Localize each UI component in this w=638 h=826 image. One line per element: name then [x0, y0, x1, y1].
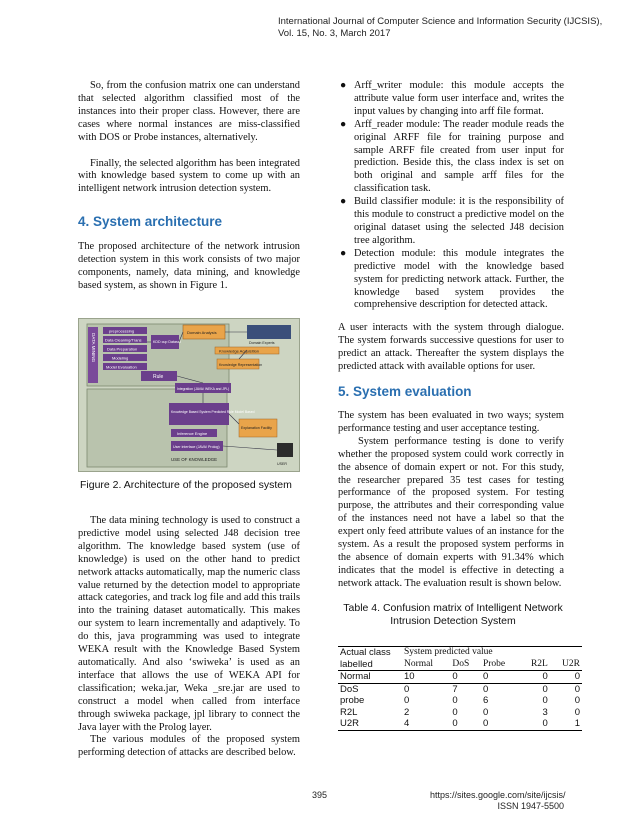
- journal-header-line1: International Journal of Computer Science and Information Security (IJCSIS),: [278, 16, 603, 27]
- group-header: System predicted value: [404, 647, 493, 657]
- table-row: [338, 683, 582, 695]
- bullet-text: Detection module: this module integrates the predictive model with the knowledge based system for predicting network attack. Further, the knowledge based system provides the comprehensive description for detected attack.: [354, 247, 564, 311]
- bullet-icon: ●: [340, 118, 347, 130]
- table-cell: 0: [452, 706, 458, 718]
- table-cell: 0: [404, 683, 410, 695]
- footer-url: https://sites.google.com/site/ijcsis/: [430, 790, 566, 800]
- table-cell: 0: [542, 683, 548, 695]
- table-cell: 0: [542, 695, 548, 706]
- user-label: USER: [277, 462, 287, 466]
- right-paragraph-3: System performance testing is done to verify whether the proposed system could work correctly in the absence of domain expert or not. For this study, the researcher prepared 35 test cases for testing performance of the proposed system. For testing purpose, the attributes and their corresponding value of the instances need not have a label so that the expert only feed attribute values of an instance for the system. As a result the proposed system performs in the absence of domain experts with 91.34% which indicates that the model is effective in detecting a network attack. The evaluation result is shown below.: [338, 435, 564, 589]
- right-evaluation-text: [338, 410, 564, 591]
- bullet-text: Arff_writer module: this module accepts the attribute value form user interface and, writes the input values by changing into arff file format.: [354, 80, 564, 117]
- architecture-diagram: [79, 319, 299, 471]
- table-cell: 1: [574, 718, 580, 729]
- left-bottom-text: [78, 515, 300, 760]
- table-cell: 0: [404, 695, 410, 706]
- row-label: U2R: [340, 718, 360, 729]
- table-cell: 0: [452, 695, 458, 706]
- table-caption: [340, 602, 566, 628]
- model-evaluation-label: Model Evaluation: [106, 364, 137, 370]
- table-caption-line2: Intrusion Detection System: [390, 615, 516, 627]
- table-row: [338, 707, 582, 719]
- table-cell: 0: [574, 671, 580, 682]
- table-cell: 6: [482, 695, 489, 706]
- bullet-icon: ●: [340, 80, 347, 91]
- column-header: Normal: [404, 658, 434, 669]
- page-number: 395: [312, 790, 328, 800]
- table-cell: 0: [542, 671, 548, 682]
- journal-header: [278, 16, 602, 40]
- domain-experts-label: Domain Experts: [249, 341, 275, 345]
- left-paragraph-4: The data mining technology is used to construct a predictive model using selected J48 decision tree algorithm. The knowledge based system (use of knowledge) is used on the other hand to predict network attacks automatically, map the numeric class value returned by the detection model to appropriate attack categories, and track log file and add this trails into the training dataset automatically. This makes our system to learn incrementally and adaptively. To do this, java programming was used to integrate WEKA result with the Knowledge Based System automatically. And also ‘swiweka’ is used as an interface that allows the use of WEKA API for classification; weka.jar, Weka _sre.jar are used to construct a model when called from interface through swiweka package, jpl library to connect the Java layer with the Prolog layer.: [78, 515, 300, 733]
- table-cell: 0: [482, 706, 489, 718]
- table-row: [338, 695, 582, 707]
- kbs-box: [169, 403, 229, 425]
- table-cell: 0: [482, 718, 489, 729]
- list-item: [338, 196, 564, 248]
- data-cleaning-label: Data Cleaning/Trans: [105, 337, 142, 343]
- inference-engine-label: Inference Engine: [177, 431, 208, 436]
- data-preparation-label: Data Preparation: [107, 346, 138, 352]
- table-cell: 3: [542, 706, 548, 718]
- table-cell: 0: [482, 671, 489, 682]
- table-cell: 4: [404, 718, 410, 729]
- module-list: [338, 80, 564, 312]
- bullet-text: Build classifier module: it is the responsibility of this module to construct a predictive model on the original dataset using the selected J48 decision tree algorithm.: [354, 196, 564, 246]
- kbs-label: Knowledge Based System Predicted Rule Model Based: [171, 410, 255, 414]
- table-cell: 2: [404, 706, 410, 718]
- data-mining-label: DATA MINING: [91, 333, 96, 363]
- user-interface-label: User interface (JAVA/ Prolog): [173, 445, 220, 449]
- footer-issn: ISSN 1947-5500: [497, 801, 564, 811]
- architecture-figure: [78, 318, 300, 472]
- journal-header-line2: Vol. 15, No. 3, March 2017: [278, 28, 391, 39]
- left-intro: [78, 241, 300, 293]
- user-image: [277, 443, 293, 457]
- table-cell: 0: [452, 671, 458, 682]
- table-cell: 0: [452, 718, 458, 729]
- confusion-matrix-table: [338, 646, 582, 731]
- row-label: DoS: [340, 683, 359, 695]
- rule-label: Rule: [153, 374, 164, 380]
- modeling-label: Modeling: [112, 355, 129, 361]
- table-cell: 0: [482, 683, 489, 695]
- knowledge-representation-label: Knowledge Representation: [219, 363, 263, 367]
- right-paragraph-2: The system has been evaluated in two ways; system performance testing and user acceptance testing.: [338, 410, 564, 434]
- row-label: probe: [340, 695, 365, 706]
- use-of-knowledge-label: USE OF KNOWLEDGE: [171, 457, 218, 462]
- table-cell: 0: [574, 683, 580, 695]
- explanation-facility-label: Explanation Facility: [241, 426, 272, 430]
- table-cell: 0: [574, 695, 580, 706]
- domain-experts-image: [247, 325, 291, 339]
- knowledge-acquisition-label: Knowledge Acquisition: [219, 348, 260, 354]
- column-header: Probe: [482, 658, 506, 669]
- integration-label: Integration (JAVA/ WEKA and JPL): [177, 387, 230, 391]
- column-header: DoS: [452, 658, 470, 669]
- right-column: [338, 80, 564, 374]
- table-cell: 10: [404, 671, 415, 682]
- section-heading-architecture: 4. System architecture: [78, 214, 223, 229]
- table-cell: 7: [452, 683, 458, 695]
- bullet-icon: ●: [340, 196, 347, 208]
- left-paragraph-3: The proposed architecture of the network intrusion detection system in this work consists of two major components, namely, data mining, and knowledge based system, as shown in Figure 1.: [78, 241, 300, 291]
- column-header: U2R: [562, 658, 580, 669]
- table-cell: 0: [574, 706, 580, 718]
- figure-caption: Figure 2. Architecture of the proposed system: [80, 479, 292, 491]
- right-paragraph-1: A user interacts with the system through dialogue. The system forwards successive questions for user to predict an attack. Thereafter the system displays the predicted attack with available options for user.: [338, 322, 564, 373]
- preprocessing-label: preprocessing: [109, 328, 135, 334]
- domain-analysis-label: Domain Analysis: [187, 330, 217, 335]
- bullet-icon: ●: [340, 247, 347, 259]
- list-item: [338, 80, 564, 119]
- row-label: R2L: [340, 706, 358, 718]
- table-row: [338, 718, 582, 730]
- footer-right: [430, 790, 564, 812]
- left-paragraph-1: So, from the confusion matrix one can understand that selected algorithm classified most of the instances into their proper class. However, there are cases where normal instances are miss-classified with DOS or Probe instances, alternatively.: [78, 80, 300, 143]
- table-caption-line1: Table 4. Confusion matrix of Intelligent Network: [343, 602, 563, 614]
- left-column: [78, 80, 300, 196]
- section-heading-evaluation: 5. System evaluation: [338, 384, 472, 399]
- bullet-text: Arff_reader module: The reader module reads the original ARFF file for training purpose and sample ARFF file created from user input for prediction. Beside this, the class index is set on both original and sample arff files for the classification task.: [354, 118, 564, 195]
- column-header: R2L: [530, 658, 548, 669]
- left-paragraph-5: The various modules of the proposed system performing detection of attacks are described below.: [78, 734, 300, 759]
- row-label: Normal: [340, 671, 371, 682]
- kdd-cup-label: KDD cup Dataset: [153, 340, 181, 344]
- row-header-label: Actual class labelled: [340, 647, 391, 670]
- table-row: [338, 671, 582, 684]
- list-item: [338, 119, 564, 196]
- list-item: [338, 248, 564, 313]
- table-cell: 0: [542, 718, 548, 729]
- left-paragraph-2: Finally, the selected algorithm has been integrated with knowledge based system to come up with an intelligent network intrusion detection system.: [78, 157, 300, 195]
